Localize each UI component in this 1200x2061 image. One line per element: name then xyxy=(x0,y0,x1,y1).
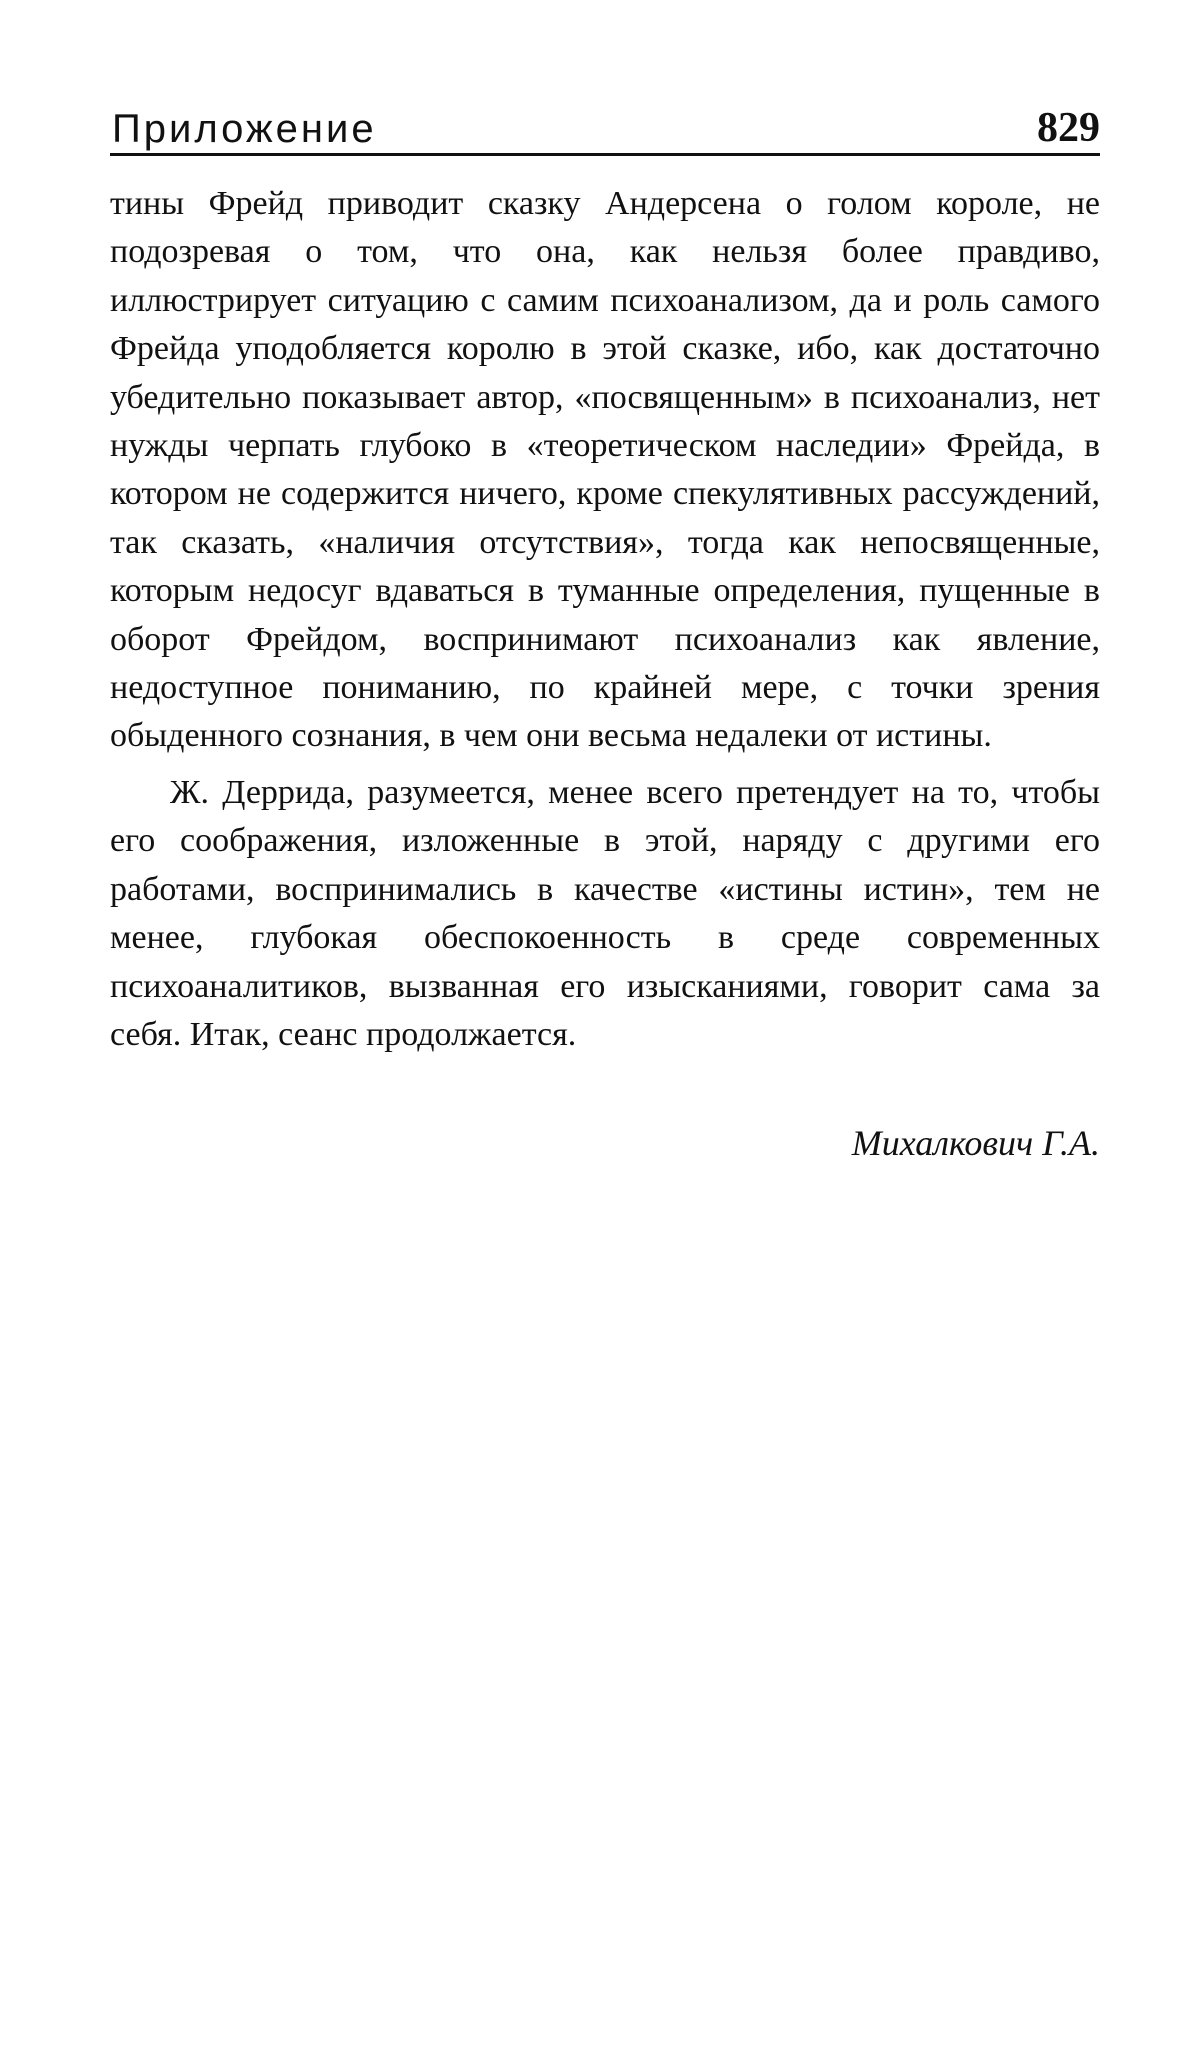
book-page xyxy=(110,95,1100,1164)
body-text xyxy=(110,180,1100,1059)
author-signature: Михалкович Г.А. xyxy=(851,1123,1100,1164)
page-number: 829 xyxy=(1037,105,1100,151)
running-head xyxy=(110,95,1100,156)
section-title: Приложение xyxy=(112,107,377,151)
paragraph-continued: тины Фрейд приводит сказку Андерсена о голом короле, не подозревая о том, что она, как нельзя более правдиво, иллюстрирует ситуацию с самим психоанализом, да и роль самого Фрейда уподобляется королю в этой сказке, ибо, как достаточно убедительно показывает автор, «посвященным» в психоанализ, нет нужды черпать глубоко в «теоретическом наследии» Фрейда, в котором не содержится ничего, кроме спекулятивных рассуждений, так сказать, «наличия отсутствия», тогда как непосвященные, которым недосуг вдаваться в туманные определения, пущенные в оборот Фрейдом, воспринимают психоанализ как явление, недоступное пониманию, по крайней мере, с точки зрения обыденного сознания, в чем они весьма недалеки от истины. xyxy=(110,185,1100,755)
paragraph-derrida: Ж. Деррида, разумеется, менее всего претендует на то, чтобы его соображения, изложенные в этой, наряду с другими его работами, воспринимались в качестве «истины истин», тем не менее, глубокая обеспокоенность в среде современных психоаналитиков, вызванная его изысканиями, говорит сама за себя. Итак, сеанс продолжается. xyxy=(110,773,1100,1053)
